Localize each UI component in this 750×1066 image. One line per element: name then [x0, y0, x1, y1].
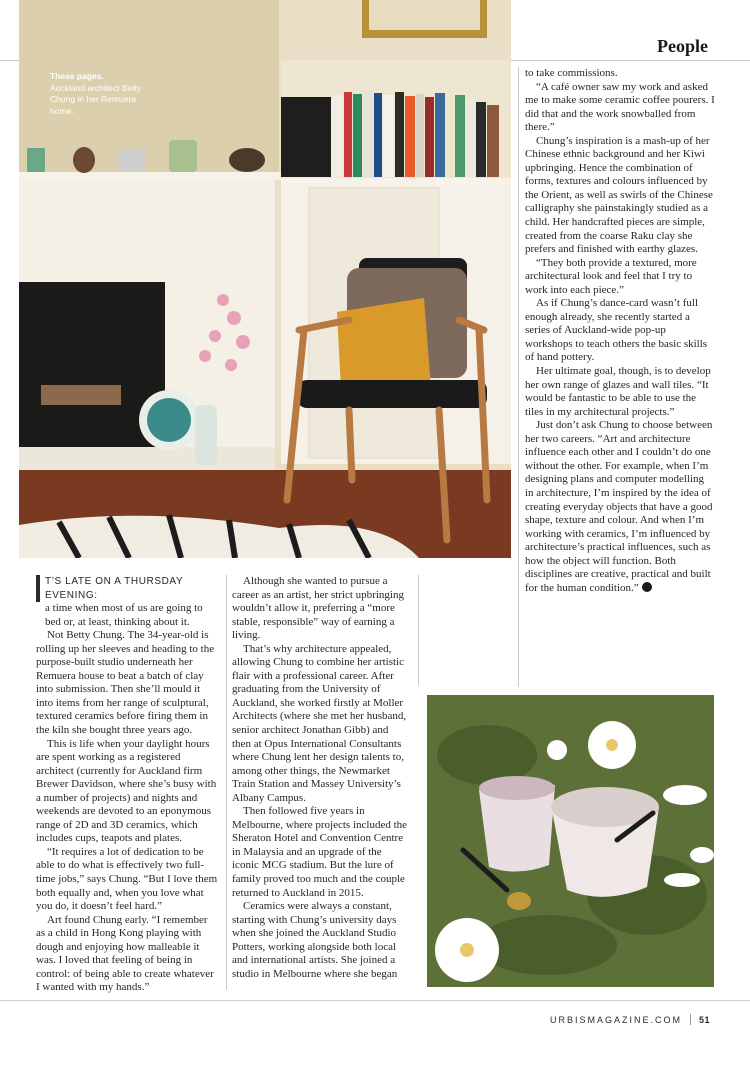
article-column-3	[525, 67, 715, 595]
end-mark-icon	[642, 582, 652, 592]
ceramics-photo	[427, 695, 714, 987]
paragraph: “A café owner saw my work and asked me to make some ceramic coffee pourers. I did that and the work snowballed from there.”	[525, 80, 715, 134]
paragraph: to take commissions.	[525, 67, 618, 79]
section-title: People	[657, 36, 708, 56]
paragraph: “They both provide a textured, more architectural look and feel that I try to work into each piece.”	[525, 256, 697, 296]
paragraph: That’s why architecture appealed, allowing Chung to combine her artistic flair with a professional career. After graduating from the University of Auckland, she worked firstly at Moller Architects (where she met her husband, senior architect Jonathan Gibb) and then at Opus International Consultants where Chung lent her design talents to, among other things, the Newmarket Train Station and Massey University’s Albany Campus.	[232, 642, 407, 804]
caption-text: Auckland architect Betty Chung in her Remuera home.	[50, 82, 142, 116]
photo-caption	[50, 71, 160, 117]
paragraph-final	[525, 419, 715, 595]
column-divider	[518, 67, 519, 687]
paragraph: Her ultimate goal, though, is to develop her own range of glazes and wall tiles. “It would be fantastic to be able to use the tiles in my architectural projects.”	[525, 365, 711, 418]
column-divider	[418, 575, 419, 685]
paragraph: As if Chung’s dance-card wasn’t full enough already, she recently started a series of Auckland-wide pop-up workshops to teach others the basic skills of hand pottery.	[525, 297, 708, 364]
article-column-1	[36, 575, 219, 995]
paragraph-lead	[36, 575, 219, 629]
footer-rule	[0, 1000, 750, 1001]
paragraph: “It requires a lot of dedication to be able to do what is effectively two full-time jobs,” says Chung. “But I love them both equally and, when you love what you do, it doesn’t feel hard.”	[36, 845, 218, 913]
paragraph: Although she wanted to pursue a career as an artist, her strict upbringing wouldn’t allow it, preferring a “more stable, responsible” way of earning a living.	[232, 575, 404, 642]
paragraph: Chung’s inspiration is a mash-up of her Chinese ethnic background and her Kiwi upbringing. Hence the combination of forms, textures and colours influenced by the Orient, as well as swirls of the Chinese calligraphy she painstakingly studied as a child. Her handcrafted pieces are simple, created from the coarse Raku clay she prefers and finished with earthy glazes.	[525, 134, 713, 256]
article-column-2	[232, 575, 410, 981]
caption-title: These pages.	[50, 71, 104, 81]
page-number: 51	[698, 1015, 710, 1025]
footer-separator	[690, 1014, 691, 1025]
lead-rest: a time when most of us are going to bed or, at least, thinking about it.	[45, 602, 203, 628]
lead-in: T’S LATE ON A THURSDAY EVENING:	[45, 576, 184, 601]
paragraph: Not Betty Chung. The 34-year-old is rolling up her sleeves and heading to the purpose-built studio underneath her Remuera house to beat a batch of clay into submission. Then she’ll mould it into items from her range of sculptural, textured ceramics before firing them in the kiln she bought three years ago.	[36, 629, 215, 737]
drop-cap	[36, 575, 40, 602]
page-footer	[550, 1014, 710, 1025]
paragraph: This is life when your daylight hours are spent working as a registered architect (currently for Auckland firm Brewer Davidson, where she’s busy with a number of projects) and nights and weekends are devoted to an eponymous range of 2D and 3D ceramics, which includes cups, teapots and plates.	[36, 737, 217, 845]
paragraph: Art found Chung early. “I remember as a child in Hong Kong playing with dough and enjoying how malleable it was. I loved that feeling of being in control: of being able to create whatever I wanted with my hands.”	[36, 913, 214, 994]
paragraph: Ceramics were always a constant, starting with Chung’s university days when she joined the Auckland Studio Potters, working alongside both local and international artists. She joined a studio in Melbourne where she began	[232, 900, 398, 980]
paragraph: Then followed five years in Melbourne, where projects included the Sheraton Hotel and Convention Centre in Malaysia and an upgrade of the iconic MCG stadium. But the lure of family proved too much and the couple returned to Auckland in 2015.	[232, 805, 408, 899]
interior-photo	[19, 0, 511, 558]
magazine-url: URBISMAGAZINE.COM	[549, 1015, 682, 1025]
column-divider	[226, 575, 227, 990]
final-text: Just don’t ask Chung to choose between her two careers. “Art and architecture influence each other and I couldn’t do one without the other. For example, when I’m designing plans and computer modelling in architecture, I’m inspired by the idea of creating everyday objects that have a good shape, texture and colour. And when I’m working with ceramics, I’m influenced by architecture’s practical influences, such as how the object will function. Both disciplines are creative, practical and built for the human condition.”	[525, 419, 713, 594]
